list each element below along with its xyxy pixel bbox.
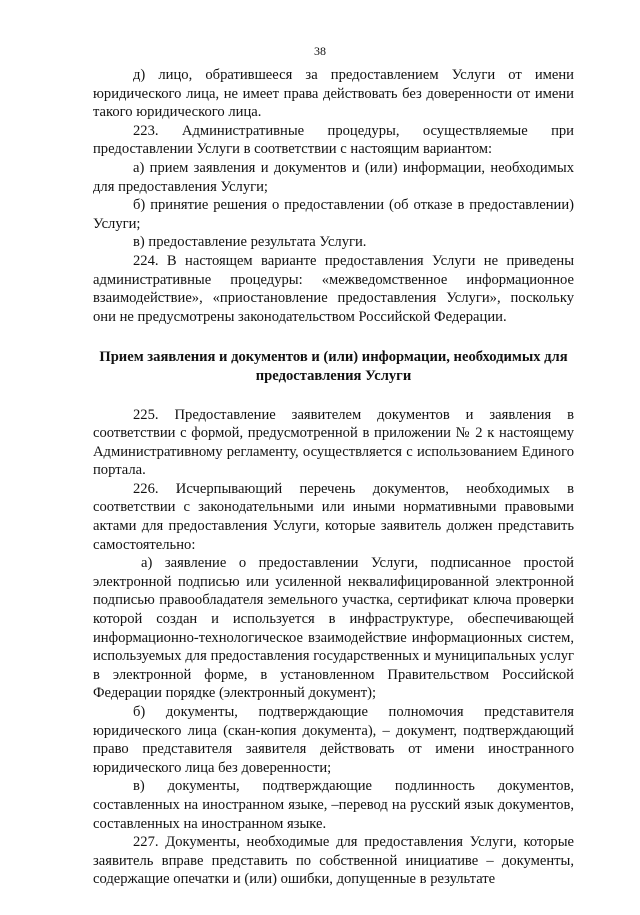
paragraph-227: 227. Документы, необходимые для предоставления Услуги, которые заявитель вправе представить по собственной инициативе – документы, содержащие опечатки и (или) ошибки, допущенные в результате [93,834,574,888]
section-heading: Прием заявления и документов и (или) информации, необходимых для предоставления Услуги [99,349,568,384]
paragraph-226-v: в) документы, подтверждающие подлинность документов, составленных на иностранном языке, –перевод на русский язык документов, составленных на иностранном языке. [93,778,574,832]
paragraph-226: 226. Исчерпывающий перечень документов, необходимых в соответствии с законодательными или иными нормативными правовыми актами для предоставления Услуги, которые заявитель должен представить самостоятельно: [93,480,574,553]
paragraph-224: 224. В настоящем варианте предоставления Услуги не приведены административные процедуры: «межведомственное информационное взаимодействие», «приостановление предоставления Услуги», поскольку они не предусмотрены законодательством Российской Федерации. [93,252,574,325]
paragraph-223-b: б) принятие решения о предоставлении (об отказе в предоставлении) Услуги; [93,197,574,232]
page-number: 38 [314,44,326,58]
document-body [93,66,574,889]
paragraph-223: 223. Административные процедуры, осуществляемые при предоставлении Услуги в соответствии с настоящим вариантом: [93,122,574,158]
paragraph-226-a: а) заявление о предоставлении Услуги, подписанное простой электронной подписью или усиленной неквалифицированной электронной подписью правообладателя земельного участка, сертификат ключа проверки которой создан и используется в инфраструктуре, обеспечивающей информационно-технологическое взаимодействие информационных систем, используемых для предоставления государственных и муниципальных услуг в электронной форме, в установленном Правительством Российской Федерации порядке (электронный документ); [93,555,574,702]
paragraph-226-b: б) документы, подтверждающие полномочия представителя юридического лица (скан-копия документа), – документ, подтверждающий право представителя заявителя действовать от имени иностранного юридического лица без доверенности; [93,704,574,776]
paragraph-d-applicant: д) лицо, обратившееся за предоставлением Услуги от имени юридического лица, не имеет права действовать без доверенности от имени такого юридического лица. [93,67,574,121]
paragraph-223-v: в) предоставление результата Услуги. [133,234,367,251]
paragraph-223-a: а) прием заявления и документов и (или) информации, необходимых для предоставления Услуги; [93,159,574,195]
paragraph-225: 225. Предоставление заявителем документов и заявления в соответствии с формой, предусмотренной в приложении № 2 к настоящему Административному регламенту, осуществляется с использованием Единого портала. [93,406,574,479]
